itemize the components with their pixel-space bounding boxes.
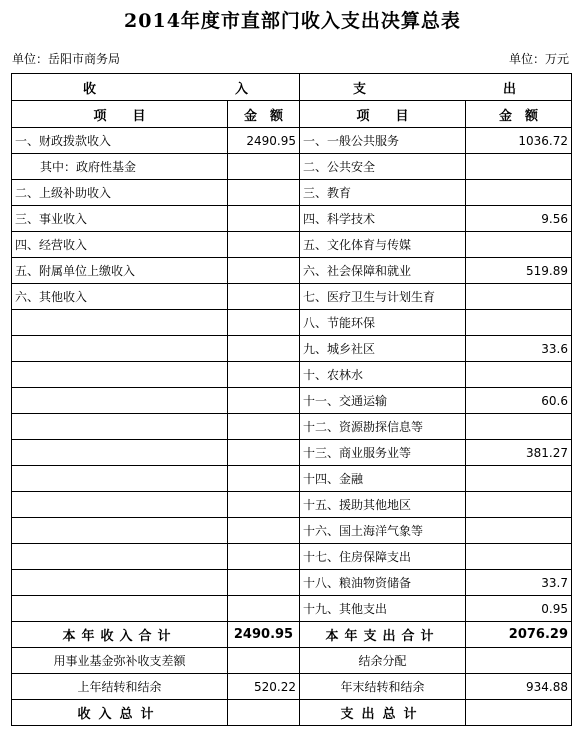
expense-item-header: 项 目 — [300, 101, 466, 128]
expense-amount-cell: 0.95 — [466, 596, 572, 622]
expense-grand-label: 支出总计 — [300, 700, 466, 726]
carry-out-label: 年末结转和结余 — [300, 674, 466, 700]
income-amount-cell — [228, 440, 300, 466]
income-amount-cell — [228, 466, 300, 492]
table-row — [12, 284, 572, 310]
table-row — [12, 206, 572, 232]
income-amount-cell — [228, 232, 300, 258]
table-row — [12, 466, 572, 492]
expense-item-cell: 十一、交通运输 — [300, 388, 466, 414]
fund-row — [12, 648, 572, 674]
budget-table — [11, 73, 572, 726]
page-title: 2014年度市直部门收入支出决算总表 — [124, 10, 461, 32]
income-amount-cell — [228, 414, 300, 440]
table-row — [12, 180, 572, 206]
expense-item-cell: 四、科学技术 — [300, 206, 466, 232]
income-item-cell — [12, 492, 228, 518]
fund-amount — [228, 648, 300, 674]
table-row — [12, 544, 572, 570]
income-item-cell — [12, 336, 228, 362]
income-amount-cell — [228, 518, 300, 544]
income-item-cell — [12, 440, 228, 466]
expense-item-cell: 十六、国土海洋气象等 — [300, 518, 466, 544]
expense-amount-cell: 1036.72 — [466, 128, 572, 154]
carry-out-amount: 934.88 — [466, 674, 572, 700]
income-item-cell: 六、其他收入 — [12, 284, 228, 310]
expense-amount-cell: 60.6 — [466, 388, 572, 414]
table-row — [12, 518, 572, 544]
income-amount-header: 金 额 — [228, 101, 300, 128]
table-row — [12, 362, 572, 388]
income-grand-amount — [228, 700, 300, 726]
income-item-cell — [12, 362, 228, 388]
income-item-cell: 三、事业收入 — [12, 206, 228, 232]
surplus-amount — [466, 648, 572, 674]
income-amount-cell — [228, 362, 300, 388]
table-row — [12, 128, 572, 154]
table-row — [12, 258, 572, 284]
income-amount-cell — [228, 310, 300, 336]
expense-item-cell: 十二、资源勘探信息等 — [300, 414, 466, 440]
expense-amount-cell — [466, 310, 572, 336]
expense-item-cell: 十九、其他支出 — [300, 596, 466, 622]
expense-amount-header: 金 额 — [466, 101, 572, 128]
expense-item-cell: 十三、商业服务业等 — [300, 440, 466, 466]
income-total-label: 本年收入合计 — [12, 622, 228, 648]
income-amount-cell — [228, 284, 300, 310]
table-row — [12, 336, 572, 362]
income-section-header — [12, 74, 300, 101]
expense-amount-cell: 381.27 — [466, 440, 572, 466]
expense-amount-cell — [466, 466, 572, 492]
table-row — [12, 388, 572, 414]
table-row — [12, 492, 572, 518]
expense-item-cell: 十七、住房保障支出 — [300, 544, 466, 570]
expense-amount-cell — [466, 154, 572, 180]
income-header-left: 收 — [83, 81, 97, 97]
income-item-cell: 二、上级补助收入 — [12, 180, 228, 206]
expense-amount-cell — [466, 544, 572, 570]
grand-total-row — [12, 700, 572, 726]
expense-item-cell: 十八、粮油物资储备 — [300, 570, 466, 596]
carry-in-amount: 520.22 — [228, 674, 300, 700]
income-amount-cell — [228, 206, 300, 232]
income-total-amount: 2490.95 — [228, 622, 300, 648]
income-item-cell — [12, 570, 228, 596]
expense-total-label: 本年支出合计 — [300, 622, 466, 648]
expense-section-header — [300, 74, 572, 101]
income-item-cell: 四、经营收入 — [12, 232, 228, 258]
income-amount-cell — [228, 492, 300, 518]
table-row — [12, 596, 572, 622]
unit-currency-label: 单位：万元 — [508, 52, 569, 66]
income-amount-cell — [228, 154, 300, 180]
carry-row — [12, 674, 572, 700]
expense-header-left: 支 — [353, 81, 367, 97]
totals-row — [12, 622, 572, 648]
table-row — [12, 570, 572, 596]
expense-item-cell: 七、医疗卫生与计划生育 — [300, 284, 466, 310]
expense-item-cell: 一、一般公共服务 — [300, 128, 466, 154]
income-amount-cell — [228, 570, 300, 596]
income-grand-label: 收入总计 — [12, 700, 228, 726]
expense-amount-cell: 9.56 — [466, 206, 572, 232]
income-amount-cell: 2490.95 — [228, 128, 300, 154]
expense-item-cell: 三、教育 — [300, 180, 466, 206]
table-row — [12, 310, 572, 336]
section-header-row — [12, 74, 572, 101]
table-row — [12, 440, 572, 466]
income-item-cell: 其中：政府性基金 — [12, 154, 228, 180]
income-item-cell — [12, 518, 228, 544]
income-item-cell: 五、附属单位上缴收入 — [12, 258, 228, 284]
income-item-cell — [12, 596, 228, 622]
income-item-cell: 一、财政拨款收入 — [12, 128, 228, 154]
income-amount-cell — [228, 596, 300, 622]
expense-amount-cell — [466, 232, 572, 258]
carry-in-label: 上年结转和结余 — [12, 674, 228, 700]
income-header-right: 入 — [234, 81, 248, 97]
expense-grand-amount — [466, 700, 572, 726]
unit-org-label: 单位：岳阳市商务局 — [12, 52, 121, 66]
income-amount-cell — [228, 336, 300, 362]
expense-amount-cell — [466, 180, 572, 206]
expense-amount-cell: 33.6 — [466, 336, 572, 362]
column-header-row — [12, 101, 572, 128]
expense-amount-cell — [466, 518, 572, 544]
table-row — [12, 232, 572, 258]
income-amount-cell — [228, 388, 300, 414]
expense-header-right: 出 — [502, 81, 516, 97]
income-item-cell — [12, 310, 228, 336]
income-amount-cell — [228, 180, 300, 206]
fund-label: 用事业基金弥补收支差额 — [12, 648, 228, 674]
expense-amount-cell — [466, 492, 572, 518]
table-row — [12, 154, 572, 180]
expense-item-cell: 九、城乡社区 — [300, 336, 466, 362]
expense-item-cell: 五、文化体育与传媒 — [300, 232, 466, 258]
expense-item-cell: 十、农林水 — [300, 362, 466, 388]
income-item-cell — [12, 414, 228, 440]
expense-amount-cell — [466, 362, 572, 388]
income-item-cell — [12, 388, 228, 414]
income-item-header: 项 目 — [12, 101, 228, 128]
expense-total-amount: 2076.29 — [466, 622, 572, 648]
table-row — [12, 414, 572, 440]
expense-amount-cell — [466, 284, 572, 310]
income-amount-cell — [228, 258, 300, 284]
income-amount-cell — [228, 544, 300, 570]
expense-item-cell: 八、节能环保 — [300, 310, 466, 336]
expense-item-cell: 二、公共安全 — [300, 154, 466, 180]
expense-item-cell: 十五、援助其他地区 — [300, 492, 466, 518]
surplus-label: 结余分配 — [300, 648, 466, 674]
expense-amount-cell: 519.89 — [466, 258, 572, 284]
expense-item-cell: 六、社会保障和就业 — [300, 258, 466, 284]
expense-amount-cell — [466, 414, 572, 440]
expense-item-cell: 十四、金融 — [300, 466, 466, 492]
income-item-cell — [12, 466, 228, 492]
income-item-cell — [12, 544, 228, 570]
expense-amount-cell: 33.7 — [466, 570, 572, 596]
